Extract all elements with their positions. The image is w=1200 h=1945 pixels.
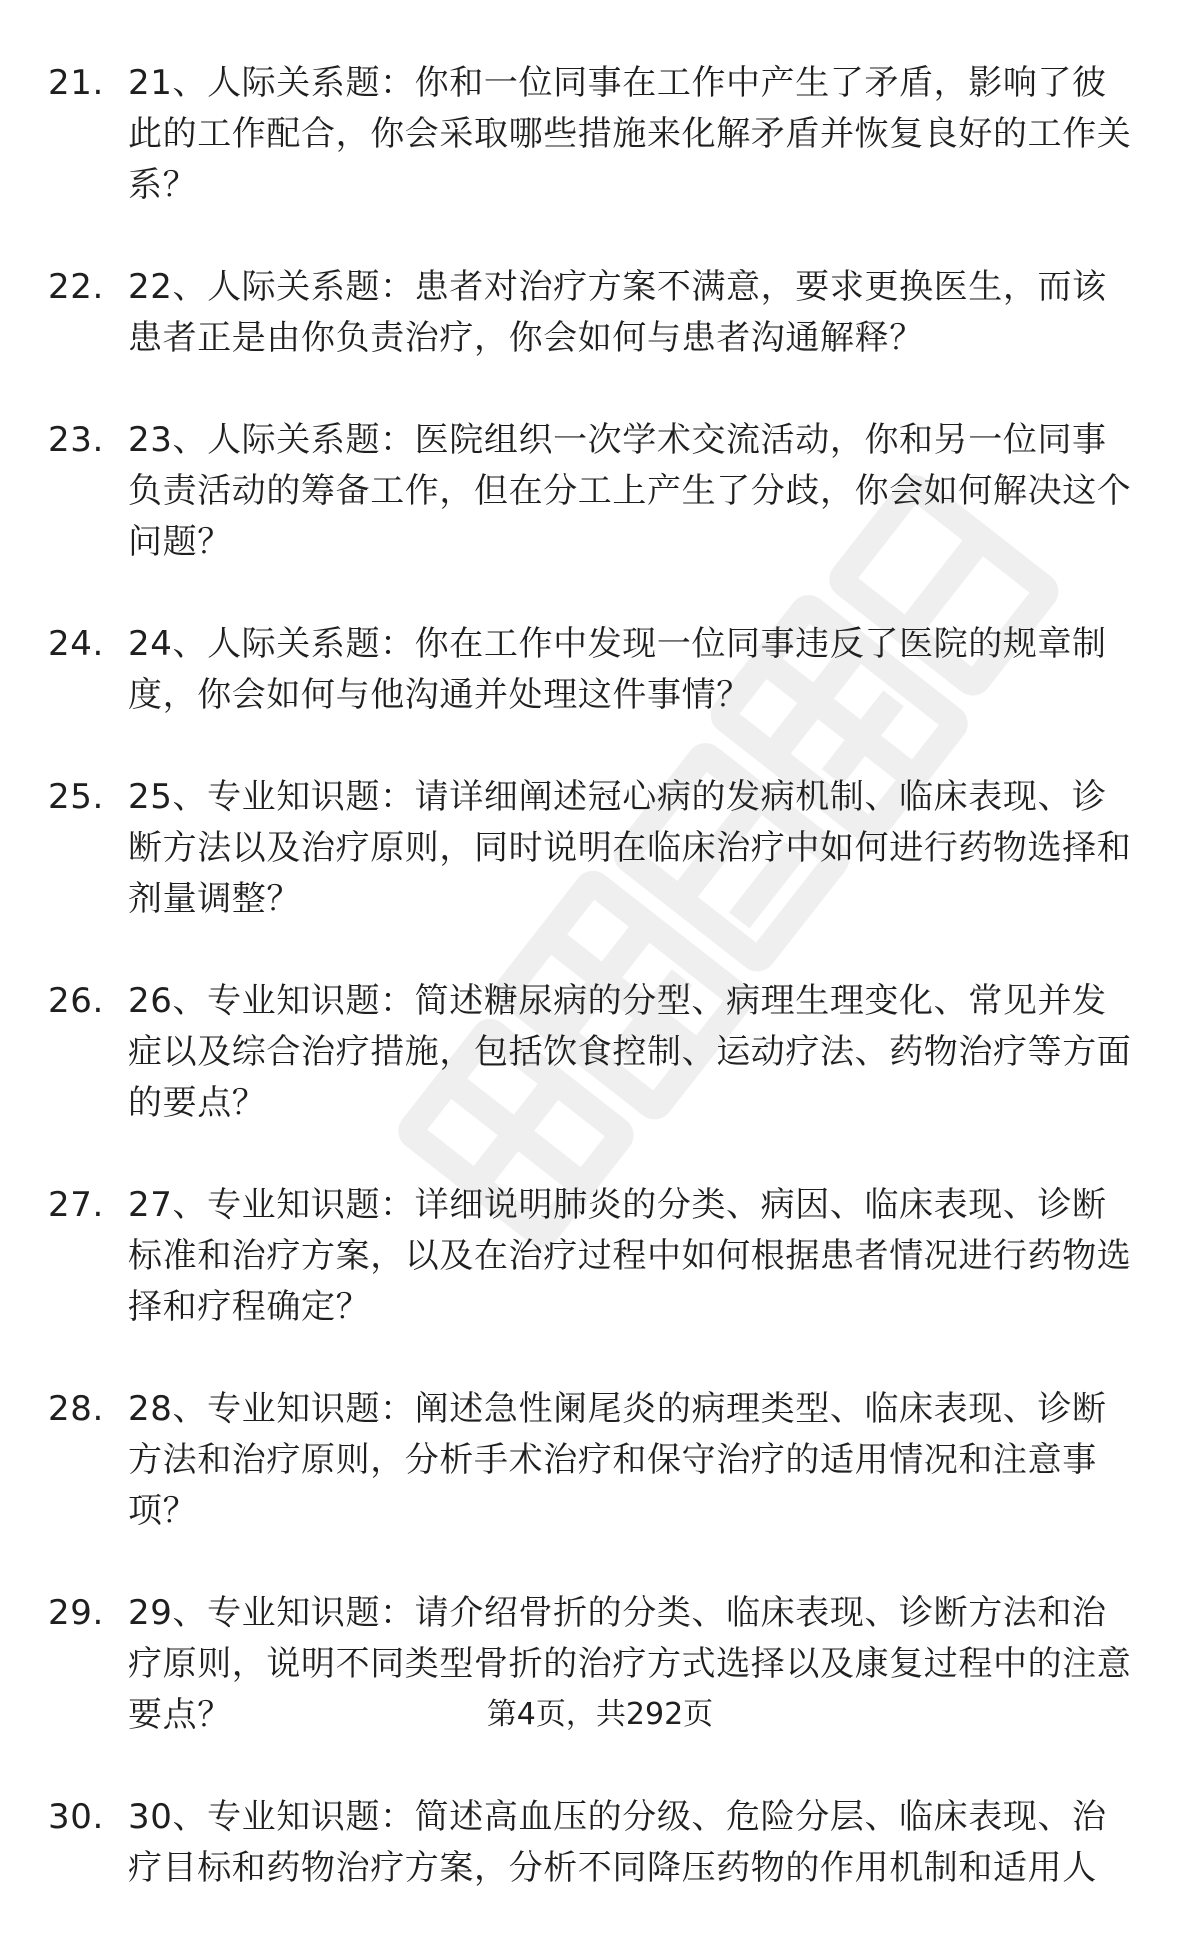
question-item-24 xyxy=(48,619,1138,721)
question-item-23 xyxy=(48,415,1138,568)
question-text: 27、专业知识题：详细说明肺炎的分类、病因、临床表现、诊断标准和治疗方案，以及在治疗过程中如何根据患者情况进行药物选择和疗程确定？ xyxy=(128,1185,1132,1327)
question-text: 30、专业知识题：简述高血压的分级、危险分层、临床表现、治疗目标和药物治疗方案，分析不同降压药物的作用机制和适用人 xyxy=(128,1797,1107,1888)
question-number: 25. xyxy=(48,777,104,817)
question-list xyxy=(48,58,1138,1945)
question-text: 29、专业知识题：请介绍骨折的分类、临床表现、诊断方法和治疗原则，说明不同类型骨折的治疗方式选择以及康复过程中的注意要点？ xyxy=(128,1593,1132,1735)
question-item-26 xyxy=(48,976,1138,1129)
question-text: 28、专业知识题：阐述急性阑尾炎的病理类型、临床表现、诊断方法和治疗原则，分析手术治疗和保守治疗的适用情况和注意事项？ xyxy=(128,1389,1107,1531)
question-number: 22. xyxy=(48,267,104,307)
question-item-27 xyxy=(48,1180,1138,1333)
question-number: 27. xyxy=(48,1185,104,1225)
question-number: 28. xyxy=(48,1389,104,1429)
question-number: 24. xyxy=(48,624,104,664)
question-item-28 xyxy=(48,1384,1138,1537)
question-text: 23、人际关系题：医院组织一次学术交流活动，你和另一位同事负责活动的筹备工作，但在分工上产生了分歧，你会如何解决这个问题？ xyxy=(128,420,1132,562)
question-text: 22、人际关系题：患者对治疗方案不满意，要求更换医生，而该患者正是由你负责治疗，你会如何与患者沟通解释？ xyxy=(128,267,1107,358)
question-number: 26. xyxy=(48,981,104,1021)
question-text: 21、人际关系题：你和一位同事在工作中产生了矛盾，影响了彼此的工作配合，你会采取哪些措施来化解矛盾并恢复良好的工作关系？ xyxy=(128,63,1132,205)
question-text: 24、人际关系题：你在工作中发现一位同事违反了医院的规章制度，你会如何与他沟通并处理这件事情？ xyxy=(128,624,1107,715)
question-text: 25、专业知识题：请详细阐述冠心病的发病机制、临床表现、诊断方法以及治疗原则，同时说明在临床治疗中如何进行药物选择和剂量调整？ xyxy=(128,777,1132,919)
question-number: 21. xyxy=(48,63,104,103)
question-text: 26、专业知识题：简述糖尿病的分型、病理生理变化、常见并发症以及综合治疗措施，包括饮食控制、运动疗法、药物治疗等方面的要点？ xyxy=(128,981,1132,1123)
question-number: 29. xyxy=(48,1593,104,1633)
question-item-30 xyxy=(48,1792,1138,1894)
question-number: 30. xyxy=(48,1797,104,1837)
question-item-22 xyxy=(48,262,1138,364)
question-item-21 xyxy=(48,58,1138,211)
page-number-footer: 第4页，共292页 xyxy=(486,1697,714,1732)
question-item-25 xyxy=(48,772,1138,925)
question-number: 23. xyxy=(48,420,104,460)
